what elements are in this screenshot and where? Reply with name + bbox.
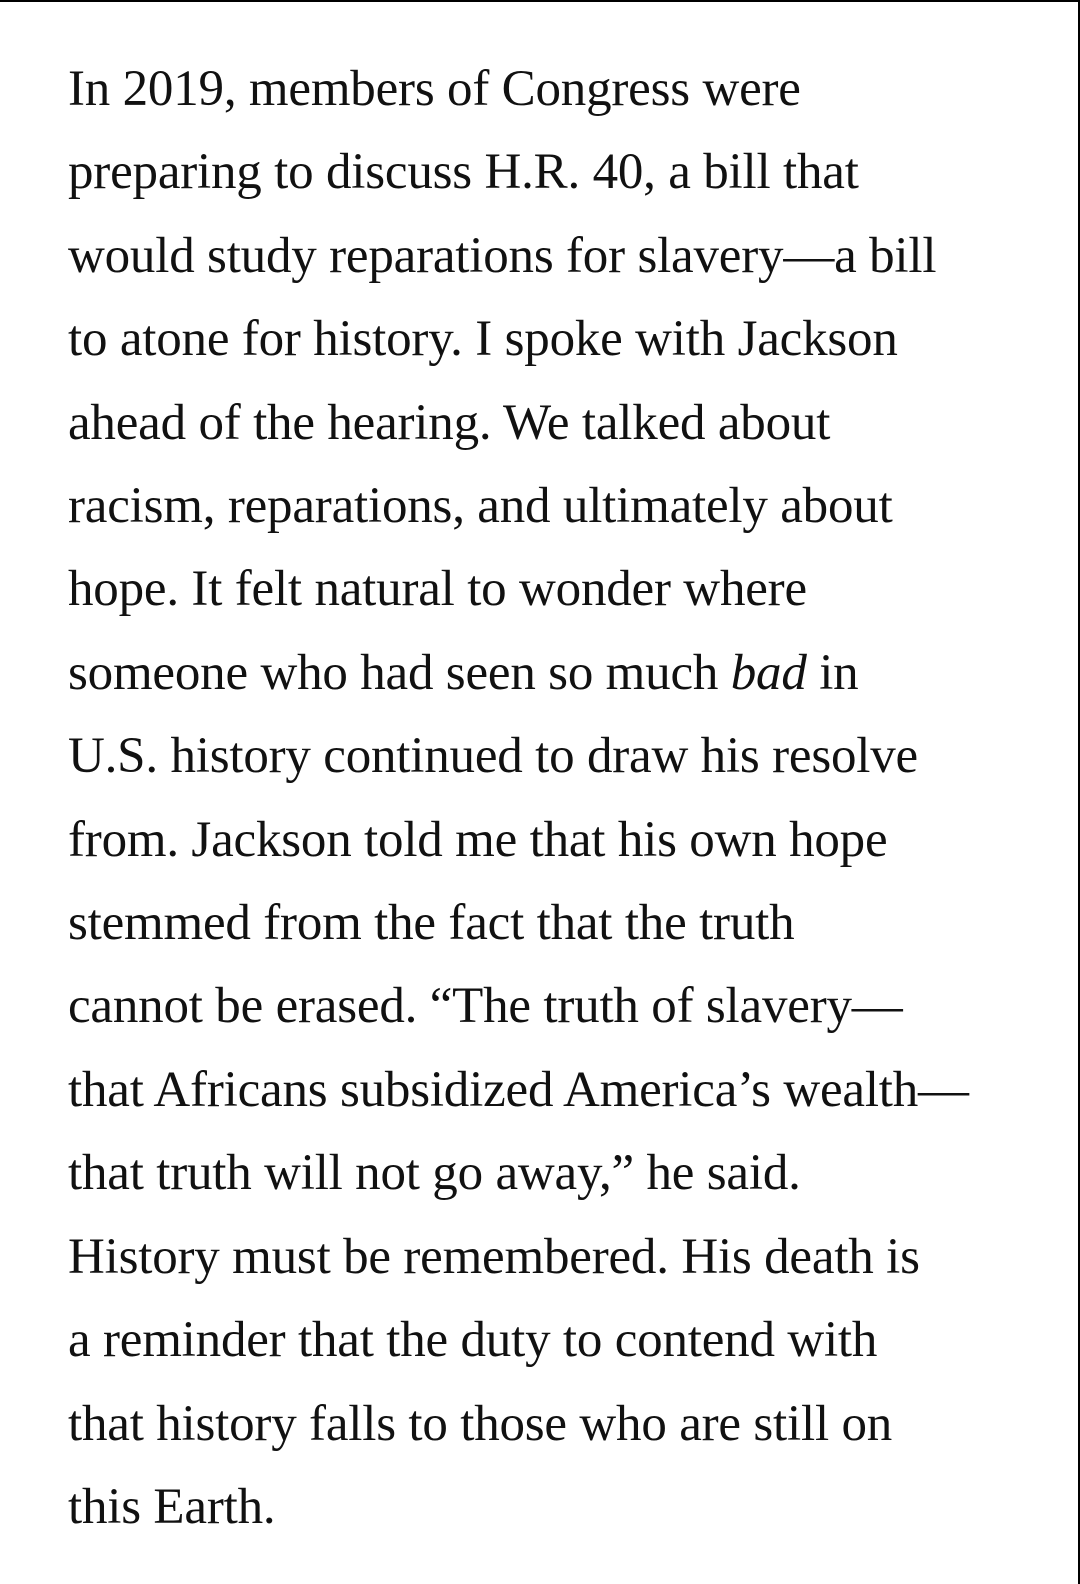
text-line: stemmed from the fact that the truth [68, 895, 795, 952]
text-line: In 2019, members of Congress were [68, 61, 801, 117]
text-line: hope. It felt natural to wonder where [68, 561, 807, 618]
text-line: would study reparations for slavery—a bill [68, 227, 937, 284]
text-line-with-emphasis [68, 632, 1068, 715]
text-line: preparing to discuss H.R. 40, a bill that [68, 144, 859, 201]
text-line: racism, reparations, and ultimately about [68, 478, 893, 535]
text-line: that Africans subsidized America’s wealth— [68, 1061, 969, 1118]
article-body [68, 48, 1068, 1549]
text-line: a reminder that the duty to contend with [68, 1312, 878, 1369]
text-line: ahead of the hearing. We talked about [68, 394, 831, 451]
text-line: History must be remembered. His death is [68, 1228, 920, 1285]
text-line: from. Jackson told me that his own hope [68, 811, 888, 868]
text-line: U.S. history continued to draw his resolve [68, 728, 918, 785]
text-line: that truth will not go away,” he said. [68, 1145, 801, 1202]
article-paragraph [68, 48, 1068, 1549]
emphasized-word: bad [730, 644, 807, 701]
text-line: to atone for history. I spoke with Jackson [68, 311, 898, 368]
text-line: that history falls to those who are still on [68, 1395, 893, 1452]
text-line: cannot be erased. “The truth of slavery— [68, 978, 903, 1035]
text-segment: someone who had seen so much [68, 644, 731, 701]
text-segment: in [819, 644, 859, 701]
text-line: this Earth. [68, 1478, 276, 1535]
